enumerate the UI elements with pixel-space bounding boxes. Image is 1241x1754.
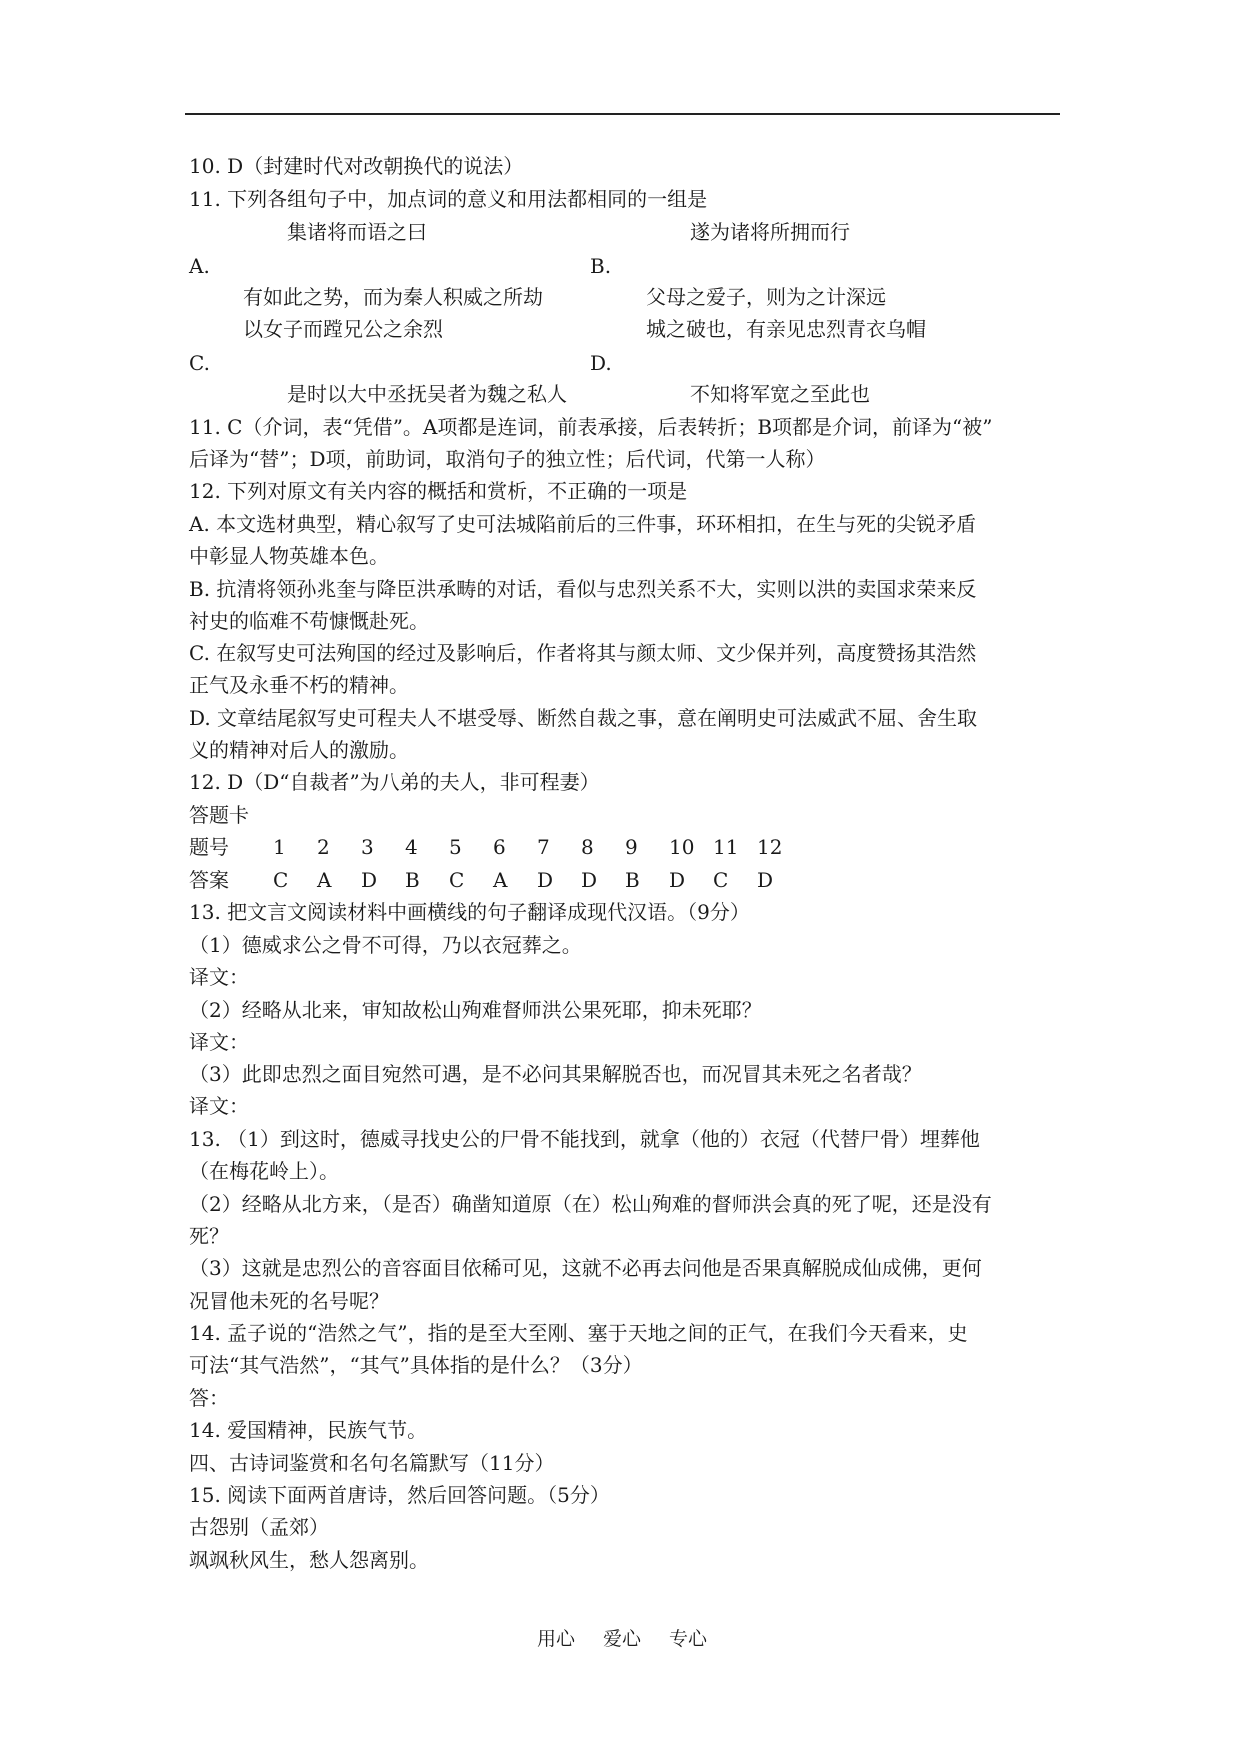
answer-cell: C [273,868,289,892]
answer-10: 10. D（封建时代对改朝换代的说法） [189,154,524,178]
translation-label: 译文： [189,1094,249,1118]
footer-text: 用心 [537,1628,576,1650]
option-12b-line-2: 衬史的临难不苟慷慨赴死。 [189,609,429,633]
option-c-sentence-2: 是时以大中丞抚吴者为魏之私人 [287,382,567,406]
answer-header: 答案 [189,868,229,892]
option-a-label: A. [189,254,210,278]
section-4-heading: 四、古诗词鉴赏和名句名篇默写（11分） [189,1451,555,1475]
question-13-sentence-1: （1）德威求公之骨不可得，乃以衣冠葬之。 [189,933,582,957]
option-b-label: B. [590,254,612,278]
answer-14: 14. 爱国精神，民族气节。 [189,1418,428,1442]
option-12d-line-2: 义的精神对后人的激励。 [189,738,409,762]
answer-13-line-2: （在梅花岭上）。 [189,1159,339,1183]
number-cell: 1 [273,835,286,859]
option-12c-line-1: C. 在叙写史可法殉国的经过及影响后，作者将其与颜太师、文少保并列，高度赞扬其浩然 [189,641,977,665]
option-a-sentence-2: 有如此之势，而为秦人积威之所劫 [243,285,543,309]
number-cell: 10 [669,835,695,859]
number-cell: 9 [625,835,638,859]
answer-cell: D [669,868,686,892]
option-12d-line-1: D. 文章结尾叙写史可程夫人不堪受辱、断然自裁之事，意在阐明史可法威武不屈、舍生取 [189,706,978,730]
option-12c-line-2: 正气及永垂不朽的精神。 [189,673,409,697]
number-cell: 3 [361,835,374,859]
question-13: 13. 把文言文阅读材料中画横线的句子翻译成现代汉语。（9分） [189,900,750,924]
option-12b-line-1: B. 抗清将领孙兆奎与降臣洪承畴的对话，看似与忠烈关系不大，实则以洪的卖国求荣来反 [189,577,977,601]
option-d-sentence-2: 不知将军宽之至此也 [690,382,870,406]
option-a-sentence-1: 集诸将而语之曰 [287,220,427,244]
option-12a-line-2: 中彰显人物英雄本色。 [189,544,389,568]
answer-card-answer-row [189,867,809,893]
answer-13-line-5: （3）这就是忠烈公的音容面目依稀可见，这就不必再去问他是否果真解脱成仙成佛，更何 [189,1256,982,1280]
answer-11-line-2: 后译为“替”；D项，前助词，取消句子的独立性；后代词，代第一人称） [189,447,826,471]
option-b-sentence-2: 父母之爱子，则为之计深远 [646,285,886,309]
option-12a-line-1: A. 本文选材典型，精心叙写了史可法城陷前后的三件事，环环相扣，在生与死的尖锐矛盾 [189,512,977,536]
poem-title: 古怨别（孟郊） [189,1515,329,1539]
footer-text: 专心 [669,1628,708,1650]
answer-cell: A [493,868,508,892]
answer-cell: D [581,868,598,892]
answer-12: 12. D（D“自裁者”为八弟的夫人，非可程妻） [189,770,600,794]
answer-11-line-1: 11. C（介词，表“凭借”。A项都是连词，前表承接，后表转折；B项都是介词，前译为“被” [189,415,993,439]
answer-cell: C [713,868,729,892]
answer-13-line-1: 13. （1）到这时，德威寻找史公的尸骨不能找到，就拿（他的）衣冠（代替尸骨）埋葬他 [189,1127,980,1151]
header-rule [185,113,1060,115]
answer-cell: D [757,868,774,892]
number-cell: 4 [405,835,418,859]
option-d-sentence-1: 城之破也，有亲见忠烈青衣乌帽 [646,317,926,341]
answer-card-number-row [189,834,809,860]
question-14-line-1: 14. 孟子说的“浩然之气”，指的是至大至刚、塞于天地之间的正气，在我们今天看来，史 [189,1321,968,1345]
answer-13-line-4: 死？ [189,1224,229,1248]
question-11: 11. 下列各组句子中，加点词的意义和用法都相同的一组是 [189,187,708,211]
option-c-sentence-1: 以女子而蹚兄公之余烈 [243,317,443,341]
answer-card-title: 答题卡 [189,803,249,827]
number-cell: 6 [493,835,506,859]
answer-cell: D [361,868,378,892]
number-cell: 12 [757,835,783,859]
answer-13-line-6: 况冒他未死的名号呢？ [189,1289,389,1313]
translation-label: 译文： [189,965,249,989]
answer-label: 答： [189,1386,229,1410]
poem-line-1: 飒飒秋风生，愁人怨离别。 [189,1548,429,1572]
answer-cell: D [537,868,554,892]
footer-text: 爱心 [603,1628,642,1650]
question-15: 15. 阅读下面两首唐诗，然后回答问题。（5分） [189,1483,610,1507]
number-cell: 7 [537,835,550,859]
question-12: 12. 下列对原文有关内容的概括和赏析，不正确的一项是 [189,479,688,503]
question-14-line-2: 可法“其气浩然”，“其气”具体指的是什么？（3分） [189,1353,643,1377]
answer-cell: B [405,868,420,892]
number-header: 题号 [189,835,229,859]
option-c-label: C. [189,351,210,375]
number-cell: 11 [713,835,739,859]
question-13-sentence-3: （3）此即忠烈之面目宛然可遇，是不必问其果解脱否也，而况冒其未死之名者哉？ [189,1062,922,1086]
answer-cell: A [317,868,332,892]
number-cell: 5 [449,835,462,859]
number-cell: 8 [581,835,594,859]
option-b-sentence-1: 遂为诸将所拥而行 [690,220,850,244]
option-d-label: D. [590,351,612,375]
translation-label: 译文： [189,1030,249,1054]
answer-cell: B [625,868,640,892]
number-cell: 2 [317,835,330,859]
answer-cell: C [449,868,465,892]
answer-13-line-3: （2）经略从北方来，（是否）确凿知道原（在）松山殉难的督师洪会真的死了呢，还是没有 [189,1192,992,1216]
question-13-sentence-2: （2）经略从北来，审知故松山殉难督师洪公果死耶，抑未死耶？ [189,998,762,1022]
